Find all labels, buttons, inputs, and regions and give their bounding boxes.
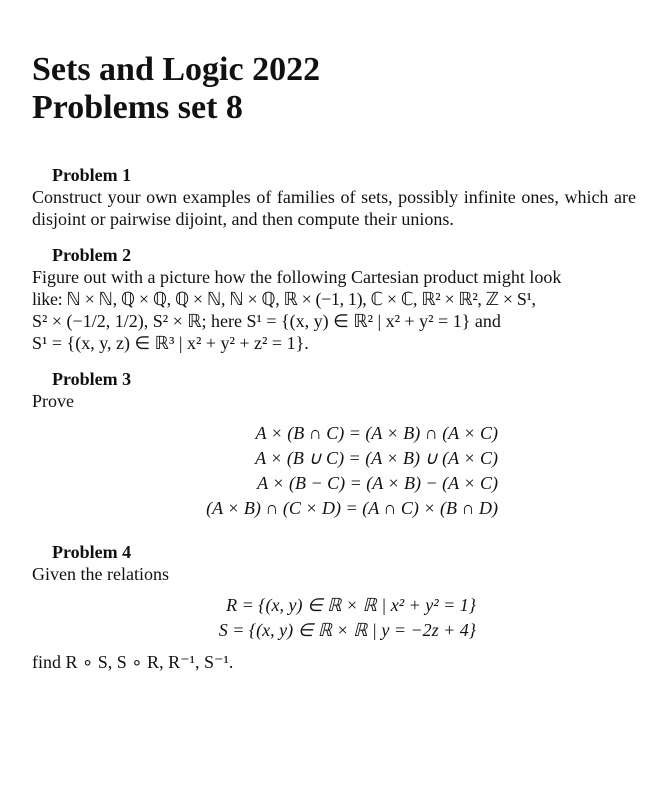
problem-4-equations (32, 593, 476, 643)
problem-2-line-3: S² × (−1/2, 1/2), S² × ℝ; here S¹ = {(x, y) ∈ ℝ² | x² + y² = 1} and (32, 311, 501, 331)
problem-3-equations (32, 421, 498, 521)
problem-1 (32, 164, 636, 230)
problem-4-intro: Given the relations (32, 564, 169, 584)
problem-2-line-4: S¹ = {(x, y, z) ∈ ℝ³ | x² + y² + z² = 1}. (32, 333, 309, 353)
document-page (32, 52, 636, 673)
title-line-2: Problems set 8 (32, 89, 243, 126)
equation-4-1: R = {(x, y) ∈ ℝ × ℝ | x² + y² = 1} (226, 595, 476, 615)
problem-3-intro: Prove (32, 391, 74, 411)
document-title (32, 52, 636, 126)
equation-3-4: (A × B) ∩ (C × D) = (A ∩ C) × (B ∩ D) (206, 498, 498, 518)
problem-2 (32, 244, 636, 354)
equation-4-2: S = {(x, y) ∈ ℝ × ℝ | y = −2z + 4} (218, 620, 476, 640)
problem-2-line-2: like: ℕ × ℕ, ℚ × ℚ, ℚ × ℕ, ℕ × ℚ, ℝ × (−1, 1), ℂ × ℂ, ℝ² × ℝ², ℤ × S¹, (32, 289, 536, 309)
equation-3-3: A × (B − C) = (A × B) − (A × C) (257, 473, 498, 493)
problem-3-heading: Problem 3 (52, 369, 132, 389)
equation-3-1: A × (B ∩ C) = (A × B) ∩ (A × C) (255, 423, 498, 443)
problem-4 (32, 541, 636, 673)
problem-2-heading: Problem 2 (52, 245, 132, 265)
problem-2-line-1: Figure out with a picture how the following Cartesian product might look (32, 267, 562, 287)
title-line-1: Sets and Logic 2022 (32, 51, 321, 88)
problem-4-heading: Problem 4 (52, 542, 132, 562)
problem-4-outro: find R ∘ S, S ∘ R, R⁻¹, S⁻¹. (32, 652, 234, 672)
equation-3-2: A × (B ∪ C) = (A × B) ∪ (A × C) (255, 448, 498, 468)
problem-1-text: Construct your own examples of families of sets, possibly infinite ones, which are disjoint or pairwise dijoint, and then compute their unions. (32, 187, 636, 229)
problem-1-heading: Problem 1 (52, 165, 132, 185)
problem-3 (32, 368, 636, 521)
